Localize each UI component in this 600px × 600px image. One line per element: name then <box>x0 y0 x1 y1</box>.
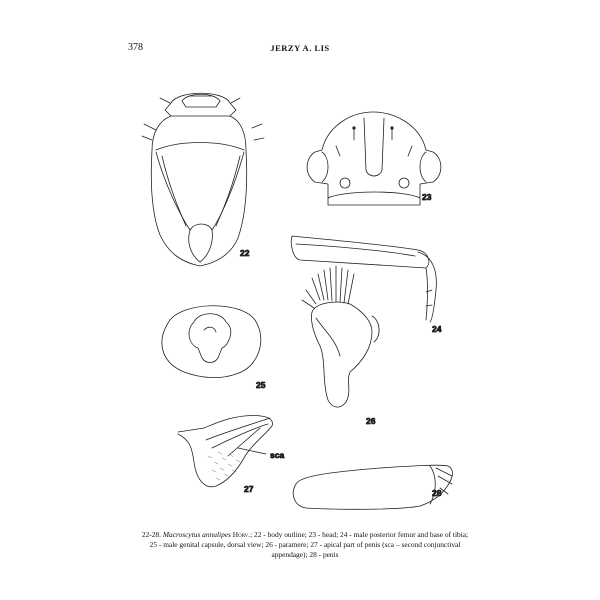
fig28-label: 28 <box>432 488 442 498</box>
fig27-label: 27 <box>244 484 254 494</box>
fig27-apical-penis <box>178 415 272 486</box>
fig25-genital-capsule <box>162 306 261 378</box>
caption-range: 22-28. <box>141 530 161 539</box>
page-number: 378 <box>128 42 143 53</box>
figure-caption <box>140 530 470 560</box>
fig22-body-outline <box>142 93 264 266</box>
caption-author: Horv. <box>232 530 251 539</box>
fig27-callout-sca: sca <box>270 450 285 460</box>
caption-species: Macroscytus annulipes <box>162 530 231 539</box>
fig23-head <box>307 112 441 205</box>
caption-text: ; 22 - body outline; 23 - head; 24 - male posterior femur and base of tibia; 25 - male genital capsule, dorsal view; 26 - paramere; 27 - apical part of penis (sca – second conjunctival appendage); 28 - penis <box>149 530 469 559</box>
fig22-label: 22 <box>240 248 250 258</box>
fig26-label: 26 <box>366 416 376 426</box>
fig28-penis <box>293 465 452 509</box>
fig25-label: 25 <box>256 380 266 390</box>
fig23-label: 23 <box>422 192 432 202</box>
running-head-author: JERZY A. LIS <box>270 43 330 53</box>
fig26-paramere <box>302 266 379 407</box>
fig24-label: 24 <box>432 324 442 334</box>
fig24-femur-tibia <box>291 236 436 322</box>
